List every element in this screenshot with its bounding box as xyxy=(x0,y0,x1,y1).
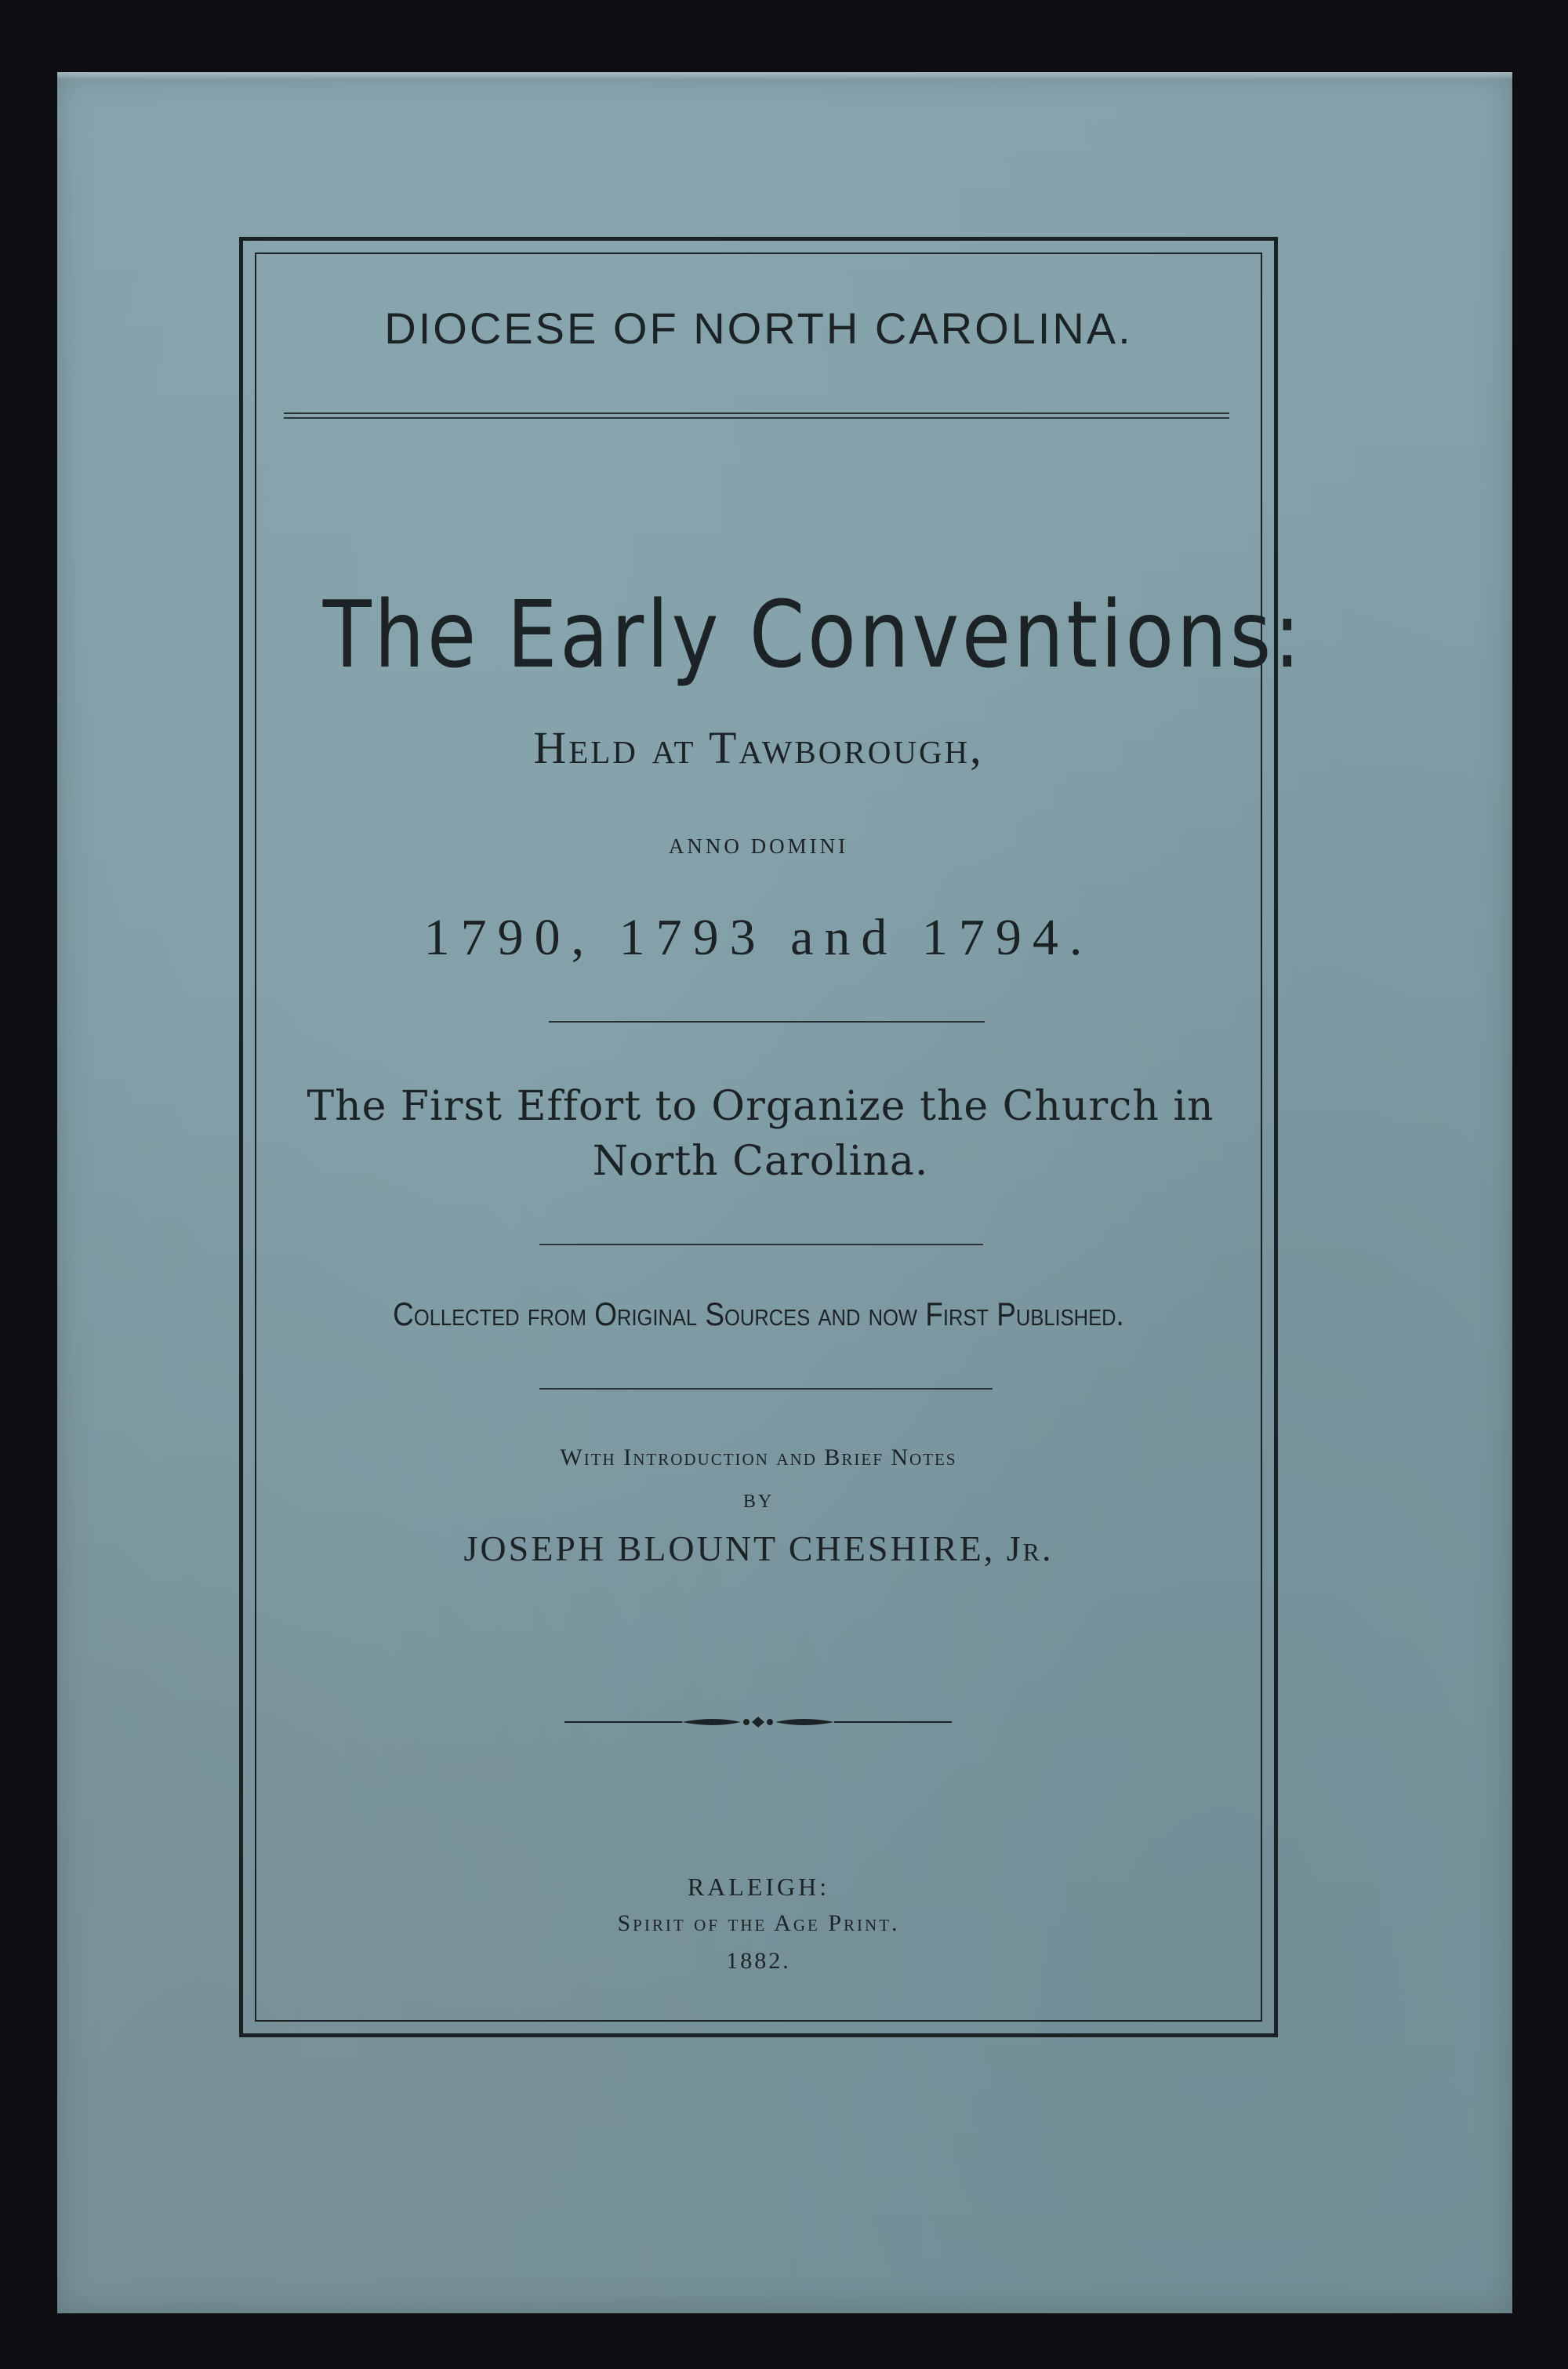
main-title: The Early Conventions: xyxy=(322,580,1304,689)
by-line: BY xyxy=(742,1492,775,1512)
held-at-line: Held at Tawborough, xyxy=(533,722,984,773)
ornament-icon xyxy=(564,1706,952,1738)
divider-rule-2 xyxy=(539,1244,983,1245)
imprint-printer: Spirit of the Age Print. xyxy=(617,1910,900,1936)
convention-years: 1790, 1793 and 1794. xyxy=(423,909,1094,966)
author-name: JOSEPH BLOUNT CHESHIRE, Jr. xyxy=(463,1528,1054,1568)
subtitle: The First Effort to Organize the Church in North Carolina. xyxy=(307,1083,1214,1185)
collected-line: Collected from Original Sources and now First Published. xyxy=(393,1295,1124,1332)
divider-rule-3 xyxy=(539,1388,993,1390)
anno-domini: ANNO DOMINI xyxy=(668,834,849,858)
diocese-heading: DIOCESE OF NORTH CAROLINA. xyxy=(384,303,1133,353)
double-rule xyxy=(284,412,1229,419)
divider-rule-1 xyxy=(549,1021,985,1023)
introduction-line: With Introduction and Brief Notes xyxy=(560,1444,957,1470)
imprint-year: 1882. xyxy=(726,1948,791,1974)
cover-edge xyxy=(57,72,1512,80)
imprint-place: RALEIGH: xyxy=(687,1873,830,1901)
